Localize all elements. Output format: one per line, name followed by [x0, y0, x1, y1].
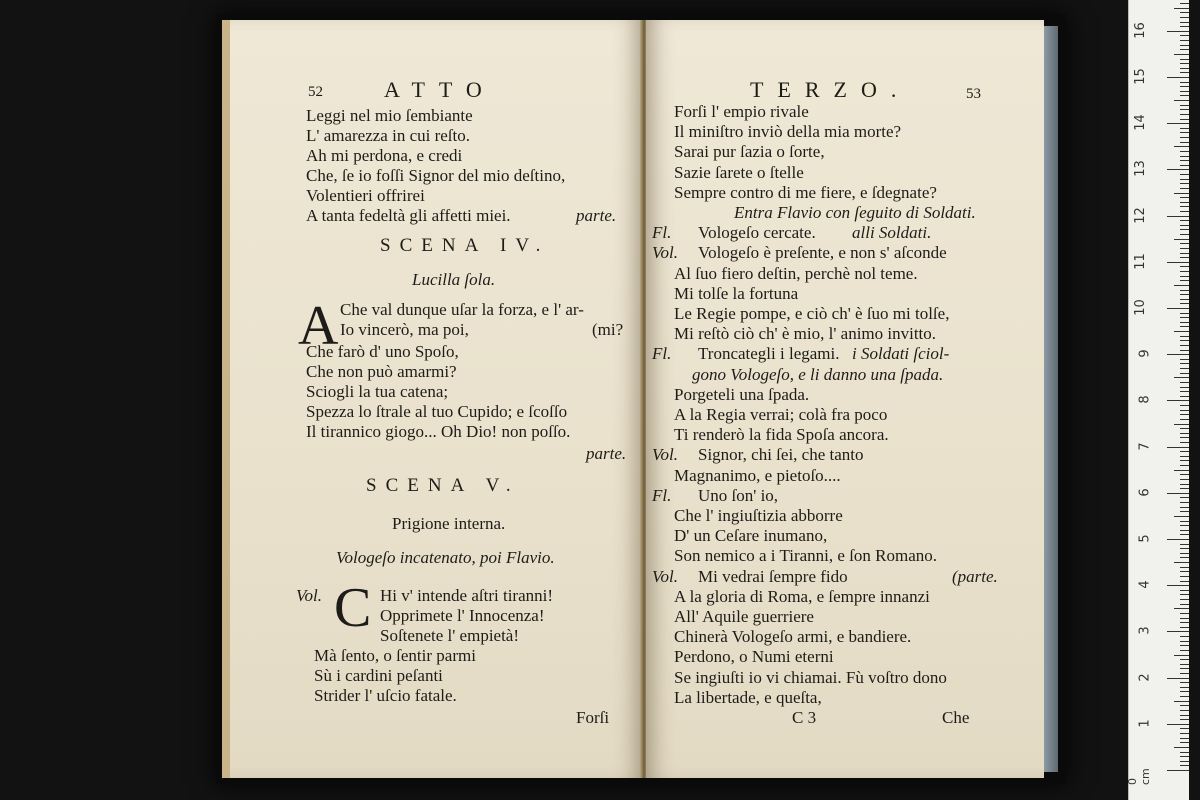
speaker-label: Vol. — [652, 445, 678, 465]
ruler-tick — [1180, 183, 1189, 184]
ruler-tick — [1180, 387, 1189, 388]
ruler-label: 3 — [1137, 626, 1153, 636]
ruler-tick — [1180, 202, 1189, 203]
ruler-tick — [1180, 599, 1189, 600]
ruler-tick — [1180, 40, 1189, 41]
ruler-label: 9 — [1137, 349, 1153, 358]
verse-line: Hi v' intende aſtri tiranni! — [380, 586, 554, 605]
ruler-tick — [1180, 451, 1189, 452]
ruler-tick — [1180, 728, 1189, 729]
turnover-text: (mi? — [592, 320, 624, 339]
ruler-tick — [1180, 433, 1189, 434]
verse-line: Il miniſtro inviò della mia morte? — [674, 122, 902, 142]
verse-line: Vologeſo è preſente, e non s' aſconde — [698, 243, 947, 263]
ruler-label: 10 — [1133, 299, 1149, 316]
ruler-tick — [1180, 68, 1189, 69]
verse-line: Troncategli i legami. — [698, 344, 840, 364]
ruler-tick — [1180, 22, 1189, 23]
drop-cap-a: A — [298, 295, 339, 357]
speaker-label: Vol. — [652, 566, 678, 586]
ruler-tick — [1167, 308, 1189, 309]
ruler-tick — [1174, 470, 1189, 471]
verse-line: A tanta fedeltà gli affetti miei. — [306, 206, 511, 225]
ruler-tick — [1180, 419, 1189, 420]
ruler-tick — [1180, 248, 1189, 249]
ruler-label: 11 — [1133, 253, 1149, 270]
ruler-tick — [1180, 571, 1189, 572]
ruler-tick — [1180, 160, 1189, 161]
catchword: Forſi — [576, 708, 610, 727]
ruler-tick — [1180, 72, 1189, 73]
verse-line: Ti renderò la fida Spoſa ancora. — [674, 425, 889, 445]
verse-line: Strider l' uſcio fatale. — [314, 686, 457, 705]
ruler-tick — [1180, 225, 1189, 226]
ruler-label: 12 — [1133, 206, 1149, 224]
ruler-tick — [1180, 742, 1189, 743]
ruler-tick — [1180, 521, 1189, 522]
ruler-tick — [1180, 534, 1189, 535]
ruler-tick — [1180, 705, 1189, 706]
ruler-tick — [1167, 631, 1189, 632]
ruler-tick — [1174, 100, 1189, 101]
ruler-tick — [1174, 239, 1189, 240]
ruler-tick — [1167, 216, 1189, 217]
ruler-tick — [1180, 234, 1189, 235]
stage-direction: gono Vologeſo, e li danno una ſpada. — [692, 364, 944, 384]
ruler-tick — [1180, 340, 1189, 341]
ruler-label: 2 — [1137, 672, 1153, 682]
ruler-tick — [1180, 761, 1189, 762]
verse-line: Mi tolſe la fortuna — [674, 283, 799, 303]
ruler-tick — [1174, 54, 1189, 55]
ruler-label: 8 — [1137, 395, 1153, 405]
stage-direction: parte. — [586, 444, 627, 463]
ruler-tick — [1174, 8, 1189, 9]
verse-line: Che farò d' uno Spoſo, — [306, 342, 459, 361]
ruler-tick — [1174, 424, 1189, 425]
ruler-tick — [1180, 243, 1189, 244]
ruler-tick — [1167, 77, 1189, 78]
ruler-tick — [1180, 253, 1189, 254]
ruler-label: 4 — [1137, 580, 1153, 589]
ruler-tick — [1174, 146, 1189, 147]
ruler-tick — [1180, 3, 1189, 4]
ruler-tick — [1180, 428, 1189, 429]
ruler-tick — [1180, 313, 1189, 314]
ruler-tick — [1180, 220, 1189, 221]
ruler-tick — [1180, 17, 1189, 18]
ruler-label: 14 — [1133, 114, 1149, 131]
ruler-label: 15 — [1133, 68, 1149, 85]
ruler-tick — [1180, 156, 1189, 157]
ruler-tick — [1180, 645, 1189, 646]
verse-line: Al ſuo fiero deſtin, perchè nol teme. — [674, 263, 918, 283]
ruler-label: 13 — [1133, 160, 1149, 178]
ruler-tick — [1180, 257, 1189, 258]
ruler-tick — [1180, 525, 1189, 526]
speaker-label: Vol. — [652, 243, 678, 263]
stage-direction: alli Soldati. — [852, 223, 932, 243]
ruler-tick — [1167, 770, 1189, 771]
ruler-tick — [1180, 733, 1189, 734]
ruler-tick — [1180, 119, 1189, 120]
ruler-tick — [1180, 179, 1189, 180]
ruler-tick — [1174, 701, 1189, 702]
ruler-tick — [1180, 266, 1189, 267]
verse-line: All' Aquile guerriere — [674, 607, 814, 626]
speaker-label: Fl. — [652, 344, 672, 364]
ruler-tick — [1180, 710, 1189, 711]
verse-line: Perdono, o Numi eterni — [674, 647, 834, 667]
ruler-tick — [1180, 682, 1189, 683]
speaker-label: Fl. — [652, 485, 672, 505]
ruler-tick — [1180, 765, 1189, 766]
ruler-tick — [1167, 400, 1189, 401]
verse-line: Mà ſento, o ſentir parmi — [314, 646, 476, 665]
ruler-tick — [1180, 95, 1189, 96]
ruler-tick — [1167, 678, 1189, 679]
ruler-tick — [1180, 128, 1189, 129]
right-page-number: 53 — [966, 86, 981, 102]
ruler-tick — [1180, 613, 1189, 614]
stage-direction: (parte. — [952, 566, 998, 586]
ruler-tick — [1180, 373, 1189, 374]
ruler-tick — [1180, 197, 1189, 198]
ruler-tick — [1180, 618, 1189, 619]
ruler-tick — [1180, 188, 1189, 189]
ruler-tick — [1180, 650, 1189, 651]
ruler-tick — [1180, 368, 1189, 369]
verse-line: Le Regie pompe, e ciò ch' è ſuo mi tolſe, — [674, 304, 950, 323]
ruler-tick — [1180, 715, 1189, 716]
ruler-tick — [1180, 567, 1189, 568]
ruler-tick — [1174, 608, 1189, 609]
ruler-tick — [1180, 109, 1189, 110]
verse-line: Sazie ſarete o ſtelle — [674, 162, 804, 182]
ruler-tick — [1180, 719, 1189, 720]
ruler-tick — [1180, 45, 1189, 46]
ruler-label: 6 — [1137, 488, 1153, 497]
ruler-tick — [1167, 493, 1189, 494]
ruler-tick — [1180, 59, 1189, 60]
ruler-tick — [1180, 530, 1189, 531]
ruler-tick — [1180, 35, 1189, 36]
ruler-tick — [1180, 396, 1189, 397]
ruler-tick — [1180, 410, 1189, 411]
ruler-tick — [1180, 691, 1189, 692]
ruler-tick — [1180, 502, 1189, 503]
catchword: Che — [942, 708, 970, 727]
ruler-tick — [1180, 294, 1189, 295]
ruler-tick — [1180, 604, 1189, 605]
ruler-tick — [1180, 174, 1189, 175]
scene-4-title: SCENA IV. — [380, 235, 550, 256]
ruler-tick — [1180, 363, 1189, 364]
verse-line: Sù i cardini peſanti — [314, 666, 443, 685]
drop-cap-c: C — [334, 577, 372, 639]
ruler-tick — [1180, 442, 1189, 443]
verse-line: L' amarezza in cui reſto. — [306, 126, 470, 145]
measurement-ruler — [1128, 0, 1189, 800]
ruler-tick — [1180, 581, 1189, 582]
ruler-tick — [1180, 49, 1189, 50]
verse-line: Opprimete l' Innocenza! — [380, 606, 545, 625]
left-page-text — [230, 20, 642, 778]
ruler-tick — [1180, 86, 1189, 87]
ruler-tick — [1180, 206, 1189, 207]
ruler-tick — [1180, 673, 1189, 674]
verse-line: Che non può amarmi? — [306, 362, 457, 381]
verse-line: Ah mi perdona, e credi — [306, 146, 463, 165]
ruler-tick — [1180, 142, 1189, 143]
ruler-tick — [1180, 488, 1189, 489]
verse-line: Sempre contro di me fiere, e ſdegnate? — [674, 182, 937, 202]
ruler-tick — [1180, 668, 1189, 669]
verse-line: Sciogli la tua catena; — [306, 382, 449, 401]
ruler-tick — [1180, 276, 1189, 277]
ruler-tick — [1167, 354, 1189, 355]
ruler-tick — [1180, 479, 1189, 480]
ruler-tick — [1180, 336, 1189, 337]
ruler-tick — [1180, 359, 1189, 360]
verse-line: Leggi nel mio ſembiante — [306, 106, 473, 125]
ruler-tick — [1180, 114, 1189, 115]
verse-line: Spezza lo ſtrale al tuo Cupido; e ſcoſſo — [306, 402, 568, 421]
verse-line: Vologeſo cercate. — [698, 223, 816, 243]
verse-line: Che val dunque uſar la forza, e l' ar- — [340, 300, 584, 319]
right-page-text — [646, 20, 1044, 778]
ruler-tick — [1180, 437, 1189, 438]
ruler-tick — [1180, 627, 1189, 628]
ruler-tick — [1167, 31, 1189, 32]
ruler-tick — [1180, 752, 1189, 753]
ruler-tick — [1180, 465, 1189, 466]
scene-5-setting: Prigione interna. — [392, 514, 506, 533]
verse-line: Son nemico a i Tiranni, e ſon Romano. — [674, 546, 938, 566]
verse-line: Che l' ingiuſtizia abborre — [674, 506, 843, 525]
ruler-tick — [1180, 474, 1189, 475]
verse-line: Il tirannico giogo... Oh Dio! non poſſo. — [306, 422, 571, 441]
verse-line: Forſi l' empio rivale — [674, 102, 809, 121]
verse-line: Io vincerò, ma poi, — [340, 320, 469, 339]
scene-5-characters: Vologeſo incatenato, poi Flavio. — [336, 548, 555, 567]
ruler-tick — [1167, 447, 1189, 448]
speaker-label: Fl. — [652, 223, 672, 243]
speaker-label: Vol. — [296, 586, 322, 605]
ruler-tick — [1180, 696, 1189, 697]
ruler-tick — [1180, 105, 1189, 106]
ruler-tick — [1180, 548, 1189, 549]
verse-line: La libertade, e queſta, — [674, 687, 822, 707]
ruler-tick — [1180, 303, 1189, 304]
ruler-tick — [1180, 91, 1189, 92]
ruler-tick — [1167, 169, 1189, 170]
verse-line: Sarai pur ſazia o ſorte, — [674, 142, 825, 162]
ruler-tick — [1180, 165, 1189, 166]
ruler-tick — [1180, 63, 1189, 64]
ruler-tick — [1180, 557, 1189, 558]
ruler-tick — [1174, 655, 1189, 656]
ruler-tick — [1180, 756, 1189, 757]
ruler-tick — [1180, 659, 1189, 660]
ruler-tick — [1180, 405, 1189, 406]
verse-line: Soſtenete l' empietà! — [380, 626, 520, 645]
verse-line: Uno ſon' io, — [698, 485, 779, 505]
ruler-tick — [1180, 322, 1189, 323]
verse-line: A la gloria di Roma, e ſempre innanzi — [674, 586, 930, 606]
ruler-tick — [1174, 562, 1189, 563]
ruler-tick — [1167, 539, 1189, 540]
ruler-tick — [1180, 271, 1189, 272]
ruler-tick — [1180, 664, 1189, 665]
right-running-header: TERZO. — [750, 77, 911, 102]
ruler-tick — [1174, 285, 1189, 286]
ruler-tick — [1180, 350, 1189, 351]
ruler-tick — [1180, 26, 1189, 27]
ruler-tick — [1174, 331, 1189, 332]
verse-line: D' un Ceſare inumano, — [674, 526, 828, 546]
ruler-tick — [1167, 585, 1189, 586]
ruler-tick — [1180, 299, 1189, 300]
page-block-edge — [1044, 26, 1058, 772]
ruler-label: 16 — [1133, 22, 1149, 39]
scene-5-title: SCENA V. — [366, 475, 520, 496]
ruler-tick — [1180, 544, 1189, 545]
left-page-number: 52 — [308, 84, 323, 100]
ruler-tick — [1180, 229, 1189, 230]
verse-line: Se ingiuſti io vi chiamai. Fù voſtro dono — [674, 667, 947, 687]
ruler-tick — [1174, 516, 1189, 517]
ruler-tick — [1180, 317, 1189, 318]
ruler-tick — [1180, 687, 1189, 688]
verse-line: Chinerà Vologeſo armi, e bandiere. — [674, 627, 912, 647]
stage-direction: Entra Flavio con ſeguito di Soldati. — [734, 203, 976, 222]
verse-line: Volentieri offrirei — [306, 186, 425, 205]
verse-line: Che, ſe io foſſi Signor del mio deſtino, — [306, 166, 566, 185]
ruler-tick — [1180, 497, 1189, 498]
ruler-tick — [1180, 280, 1189, 281]
verse-line: Signor, chi ſei, che tanto — [698, 445, 864, 465]
left-page — [222, 20, 642, 778]
ruler-tick — [1180, 82, 1189, 83]
ruler-tick — [1180, 507, 1189, 508]
ruler-tick — [1180, 460, 1189, 461]
verse-line: Mi vedrai ſempre fido — [698, 566, 848, 586]
verse-line: Mi reſtò ciò ch' è mio, l' animo invitto. — [674, 324, 937, 344]
ruler-tick — [1180, 414, 1189, 415]
ruler-tick — [1180, 511, 1189, 512]
ruler-tick — [1180, 137, 1189, 138]
ruler-tick — [1180, 576, 1189, 577]
verse-line: Magnanimo, e pietoſo.... — [674, 465, 841, 485]
ruler-tick — [1180, 484, 1189, 485]
signature-mark: C 3 — [792, 708, 817, 727]
ruler-tick — [1180, 738, 1189, 739]
stage-direction: parte. — [576, 206, 617, 225]
stage-direction: i Soldati ſciol- — [852, 344, 950, 364]
left-running-header: ATTO — [384, 77, 496, 102]
ruler-label: 7 — [1137, 441, 1153, 451]
ruler-tick — [1180, 151, 1189, 152]
ruler-tick — [1180, 345, 1189, 346]
ruler-label: 1 — [1137, 719, 1153, 728]
ruler-tick — [1167, 123, 1189, 124]
ruler-tick — [1174, 747, 1189, 748]
ruler-tick — [1180, 132, 1189, 133]
ruler-label: 5 — [1137, 534, 1153, 543]
ruler-tick — [1180, 553, 1189, 554]
ruler-tick — [1167, 262, 1189, 263]
ruler-tick — [1180, 636, 1189, 637]
ruler-tick — [1180, 391, 1189, 392]
ruler-label: 0 cm — [1126, 768, 1152, 785]
ruler-tick — [1180, 594, 1189, 595]
verse-line: A la Regia verrai; colà fra poco — [674, 405, 888, 424]
ruler-tick — [1180, 456, 1189, 457]
ruler-tick — [1180, 382, 1189, 383]
verse-line: Porgeteli una ſpada. — [674, 384, 810, 404]
ruler-tick — [1180, 290, 1189, 291]
ruler-tick — [1180, 326, 1189, 327]
right-page — [646, 20, 1044, 778]
ruler-tick — [1174, 377, 1189, 378]
scene-4-characters: Lucilla ſola. — [412, 270, 496, 289]
ruler-tick — [1180, 590, 1189, 591]
ruler-tick — [1180, 12, 1189, 13]
ruler-tick — [1180, 211, 1189, 212]
ruler-tick — [1167, 724, 1189, 725]
ruler-tick — [1180, 641, 1189, 642]
ruler-tick — [1180, 622, 1189, 623]
ruler-tick — [1174, 193, 1189, 194]
